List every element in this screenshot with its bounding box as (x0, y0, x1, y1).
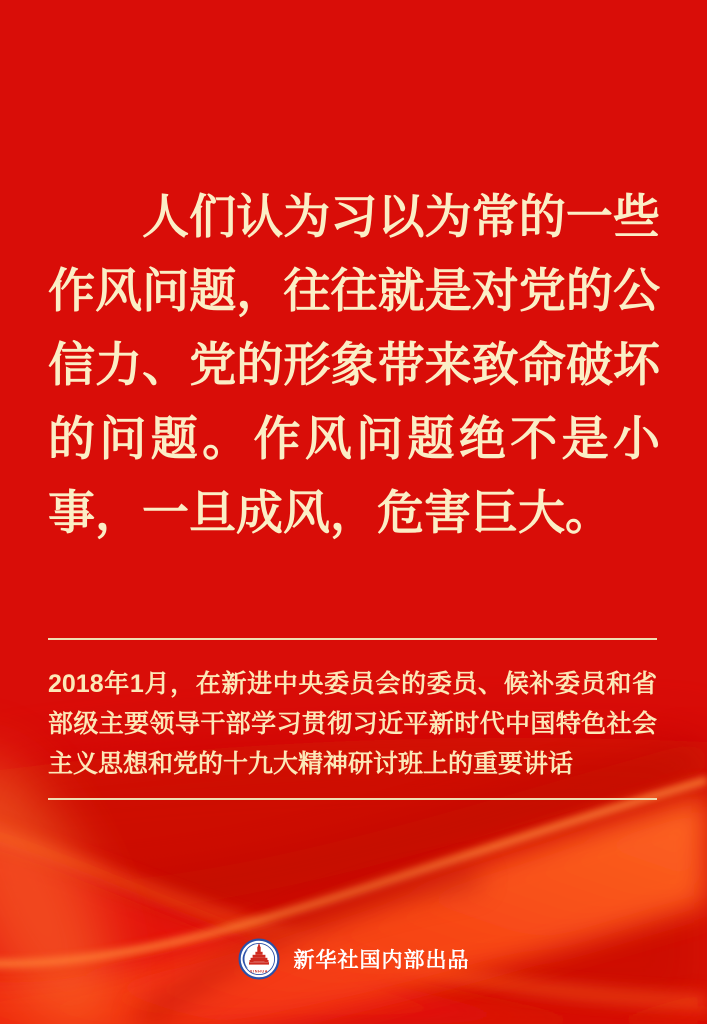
quote-text: 人们认为习以为常的一些作风问题，往往就是对党的公信力、党的形象带来致命破坏的问题。作风问题绝不是小事，一旦成风，危害巨大。 (48, 190, 660, 541)
divider-top (48, 638, 657, 640)
divider-bottom (48, 798, 657, 800)
producer-label: 新华社国内部出品 (293, 949, 470, 972)
attribution-text: 2018年1月，在新进中央委员会的委员、候补委员和省部级主要领导干部学习贯彻习近平新时代中国特色社会主义思想和党的十九大精神研讨班上的重要讲话 (48, 670, 657, 778)
logo-ring-text: XINHUA (249, 969, 268, 974)
xinhua-logo-icon (238, 938, 280, 980)
footer (0, 936, 707, 982)
